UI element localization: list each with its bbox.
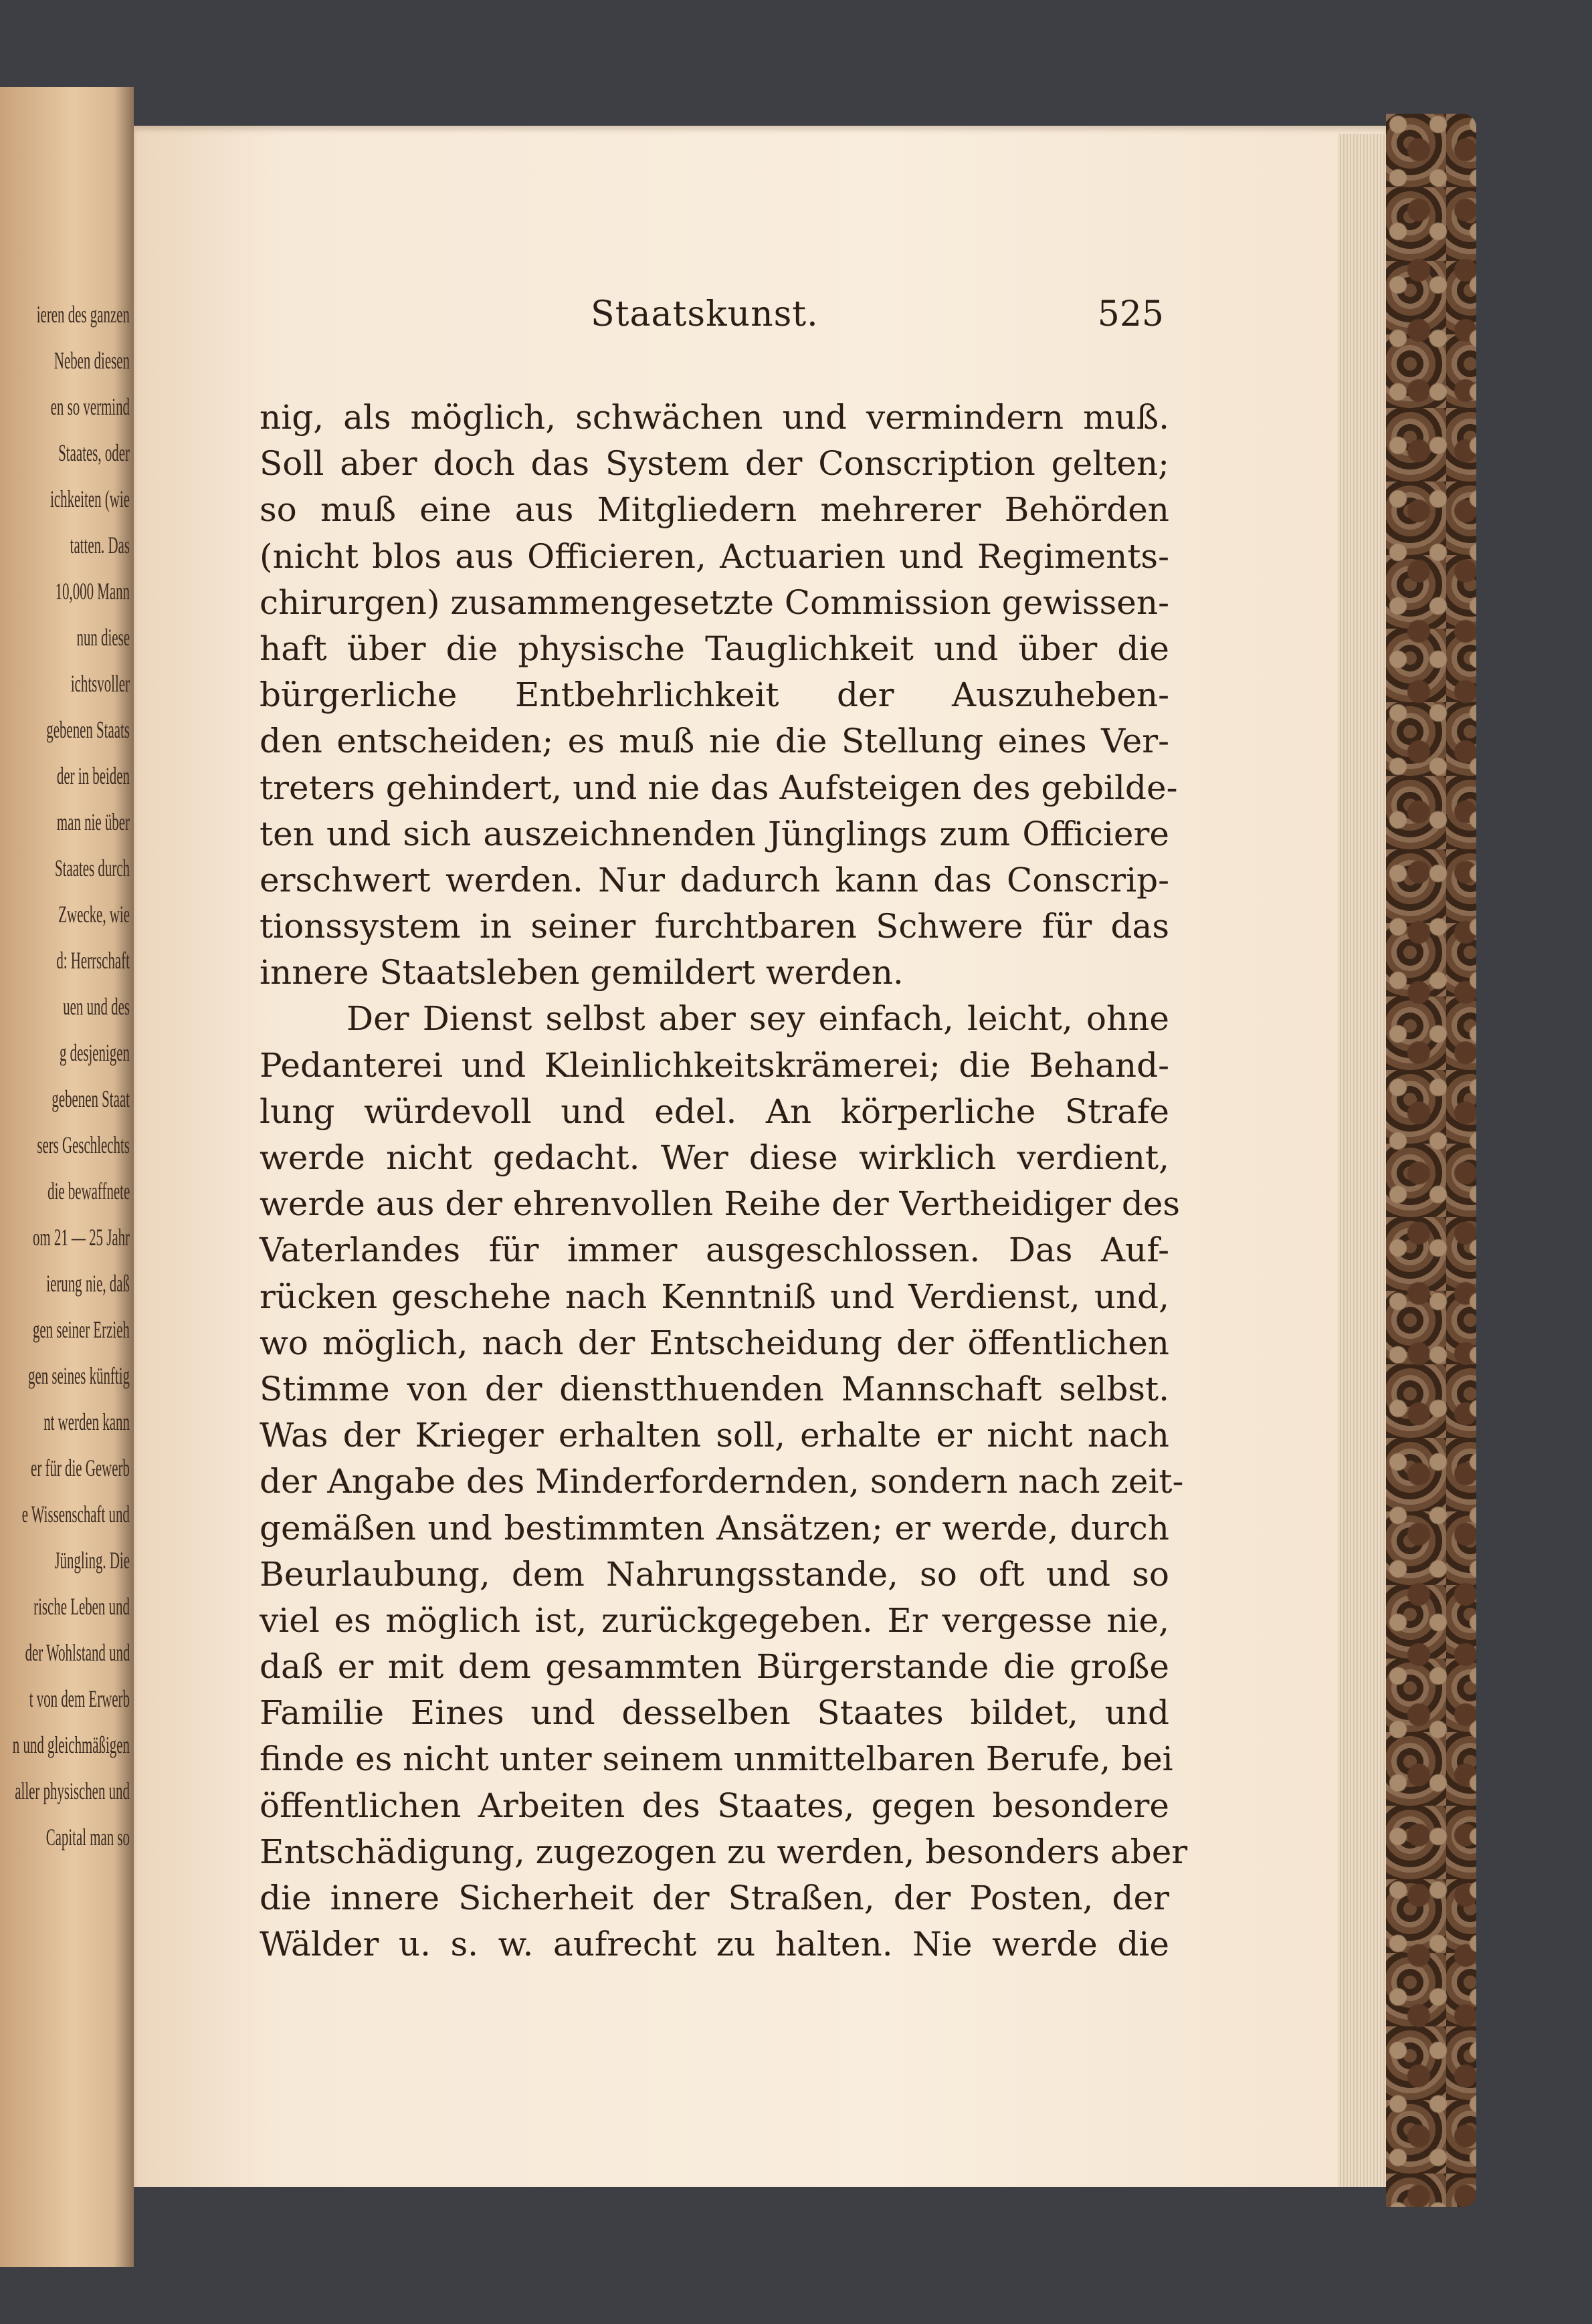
left-page-fragment: d: Herrschaft bbox=[56, 947, 130, 974]
left-page-fragment: gen seiner Erzieh bbox=[33, 1316, 130, 1343]
left-page-fragment: gebenen Staat bbox=[52, 1085, 130, 1112]
left-page-fragment: der Wohlstand und bbox=[25, 1639, 130, 1666]
left-page-fragment: ichkeiten (wie bbox=[50, 486, 130, 512]
left-page-fragment: gebenen Staats bbox=[46, 716, 130, 743]
left-page-fragment: 10,000 Mann bbox=[55, 578, 130, 605]
text-line: haft über die physische Tauglichkeit und über die bbox=[260, 629, 1169, 668]
text-line: Der Dienst selbst aber sey einfach, leicht, ohne bbox=[346, 999, 1169, 1039]
left-page-fragment: die bewaffnete bbox=[47, 1178, 130, 1204]
text-line: erschwert werden. Nur dadurch kann das Conscrip- bbox=[260, 860, 1169, 900]
text-line: Stimme von der dienstthuenden Mannschaft selbst. bbox=[260, 1369, 1169, 1408]
text-line: daß er mit dem gesammten Bürgerstande die große bbox=[260, 1647, 1169, 1687]
page-header bbox=[260, 294, 1164, 341]
left-page-fragment: der in beiden bbox=[56, 762, 130, 789]
left-page-fragment: Staates, oder bbox=[58, 439, 130, 466]
text-line: treters gehindert, und nie das Aufsteigen des gebilde- bbox=[260, 768, 1178, 807]
left-page-fragment: Staates durch bbox=[55, 855, 130, 881]
left-page-fragment: n und gleichmäßigen bbox=[12, 1731, 130, 1758]
text-line: nig, als möglich, schwächen und vermindern muß. bbox=[260, 398, 1169, 437]
text-line: Familie Eines und desselben Staates bildet, und bbox=[260, 1693, 1169, 1733]
page-body-text bbox=[260, 395, 1188, 1968]
left-page-fragment: om 21 — 25 Jahr bbox=[33, 1224, 130, 1251]
text-line: lung würdevoll und edel. An körperliche Strafe bbox=[260, 1091, 1169, 1131]
text-line: chirurgen) zusammengesetzte Commission gewissen- bbox=[260, 583, 1169, 622]
text-line: den entscheiden; es muß nie die Stellung eines Ver- bbox=[260, 722, 1169, 761]
left-page-fragment: gen seines künftig bbox=[28, 1362, 130, 1389]
text-line: viel es möglich ist, zurückgegeben. Er vergesse nie, bbox=[260, 1600, 1169, 1640]
facing-left-page bbox=[0, 87, 134, 2267]
running-title: Staatskunst. bbox=[591, 294, 819, 334]
left-page-fragment: ierung nie, daß bbox=[46, 1270, 130, 1297]
text-line: Vaterlandes für immer ausgeschlossen. Das Auf- bbox=[260, 1231, 1169, 1270]
text-line: Was der Krieger erhalten soll, erhalte er nicht nach bbox=[260, 1416, 1169, 1455]
text-line: (nicht blos aus Officieren, Actuarien und Regiments- bbox=[260, 536, 1169, 576]
left-page-fragment: tatten. Das bbox=[70, 532, 130, 558]
left-page-fragment: Jüngling. Die bbox=[54, 1547, 130, 1574]
left-page-fragment: sers Geschlechts bbox=[37, 1132, 130, 1158]
page-number: 525 bbox=[1097, 294, 1164, 334]
text-line: Soll aber doch das System der Conscription gelten; bbox=[260, 444, 1169, 484]
text-line: werde nicht gedacht. Wer diese wirklich verdient, bbox=[260, 1138, 1169, 1177]
left-page-fragment: g desjenigen bbox=[60, 1039, 130, 1066]
text-line: bürgerliche Entbehrlichkeit der Auszuheben- bbox=[260, 675, 1169, 715]
left-page-fragment: Capital man so bbox=[45, 1824, 130, 1851]
text-line: ten und sich auszeichnenden Jünglings zum Officiere bbox=[260, 814, 1169, 853]
text-line: werde aus der ehrenvollen Reihe der Vertheidiger des bbox=[260, 1184, 1181, 1224]
text-line: der Angabe des Minderfordernden, sondern nach zeit- bbox=[260, 1462, 1184, 1501]
text-line: gemäßen und bestimmten Ansätzen; er werde, durch bbox=[260, 1508, 1169, 1548]
left-page-fragment: rische Leben und bbox=[33, 1593, 130, 1620]
text-line: die innere Sicherheit der Straßen, der Posten, der bbox=[260, 1879, 1169, 1917]
text-line: rücken geschehe nach Kenntniß und Verdienst, und, bbox=[260, 1277, 1169, 1316]
left-page-fragment: nun diese bbox=[76, 624, 130, 651]
text-line: Beurlaubung, dem Nahrungsstande, so oft und so bbox=[260, 1554, 1169, 1594]
marbled-book-edge bbox=[1386, 114, 1476, 2207]
text-line: wo möglich, nach der Entscheidung der öffentlichen bbox=[260, 1323, 1169, 1362]
left-page-fragment: Zwecke, wie bbox=[58, 901, 130, 928]
text-line: öffentlichen Arbeiten des Staates, gegen besondere bbox=[260, 1786, 1169, 1825]
left-page-fragment: man nie über bbox=[56, 809, 130, 835]
text-line: tionssystem in seiner furchtbaren Schwere für das bbox=[260, 907, 1169, 946]
left-page-fragment: ichtsvoller bbox=[70, 670, 130, 697]
text-line: Entschädigung, zugezogen zu werden, besonders aber bbox=[260, 1832, 1188, 1871]
left-page-fragment: t von dem Erwerb bbox=[29, 1685, 130, 1712]
text-line: finde es nicht unter seinem unmittelbaren Berufe, bei bbox=[260, 1739, 1173, 1779]
left-page-fragment: aller physischen und bbox=[15, 1778, 130, 1804]
left-page-fragment: Neben diesen bbox=[54, 347, 130, 374]
left-page-fragment: nt werden kann bbox=[43, 1408, 130, 1435]
page-edges bbox=[1338, 134, 1386, 2187]
left-page-fragment: en so vermind bbox=[50, 393, 130, 420]
left-page-fragment: ieren des ganzen bbox=[36, 301, 130, 328]
left-page-fragment: uen und des bbox=[63, 993, 130, 1020]
left-page-fragment: er für die Gewerb bbox=[31, 1455, 130, 1481]
text-line: innere Staatsleben gemildert werden. bbox=[260, 953, 904, 992]
text-line: so muß eine aus Mitgliedern mehrerer Behörden bbox=[260, 490, 1169, 530]
text-line: Wälder u. s. w. aufrecht zu halten. Nie werde die bbox=[260, 1925, 1169, 1964]
left-page-fragment: e Wissenschaft und bbox=[21, 1501, 130, 1527]
text-line: Pedanterei und Kleinlichkeitskrämerei; die Behand- bbox=[260, 1045, 1169, 1085]
